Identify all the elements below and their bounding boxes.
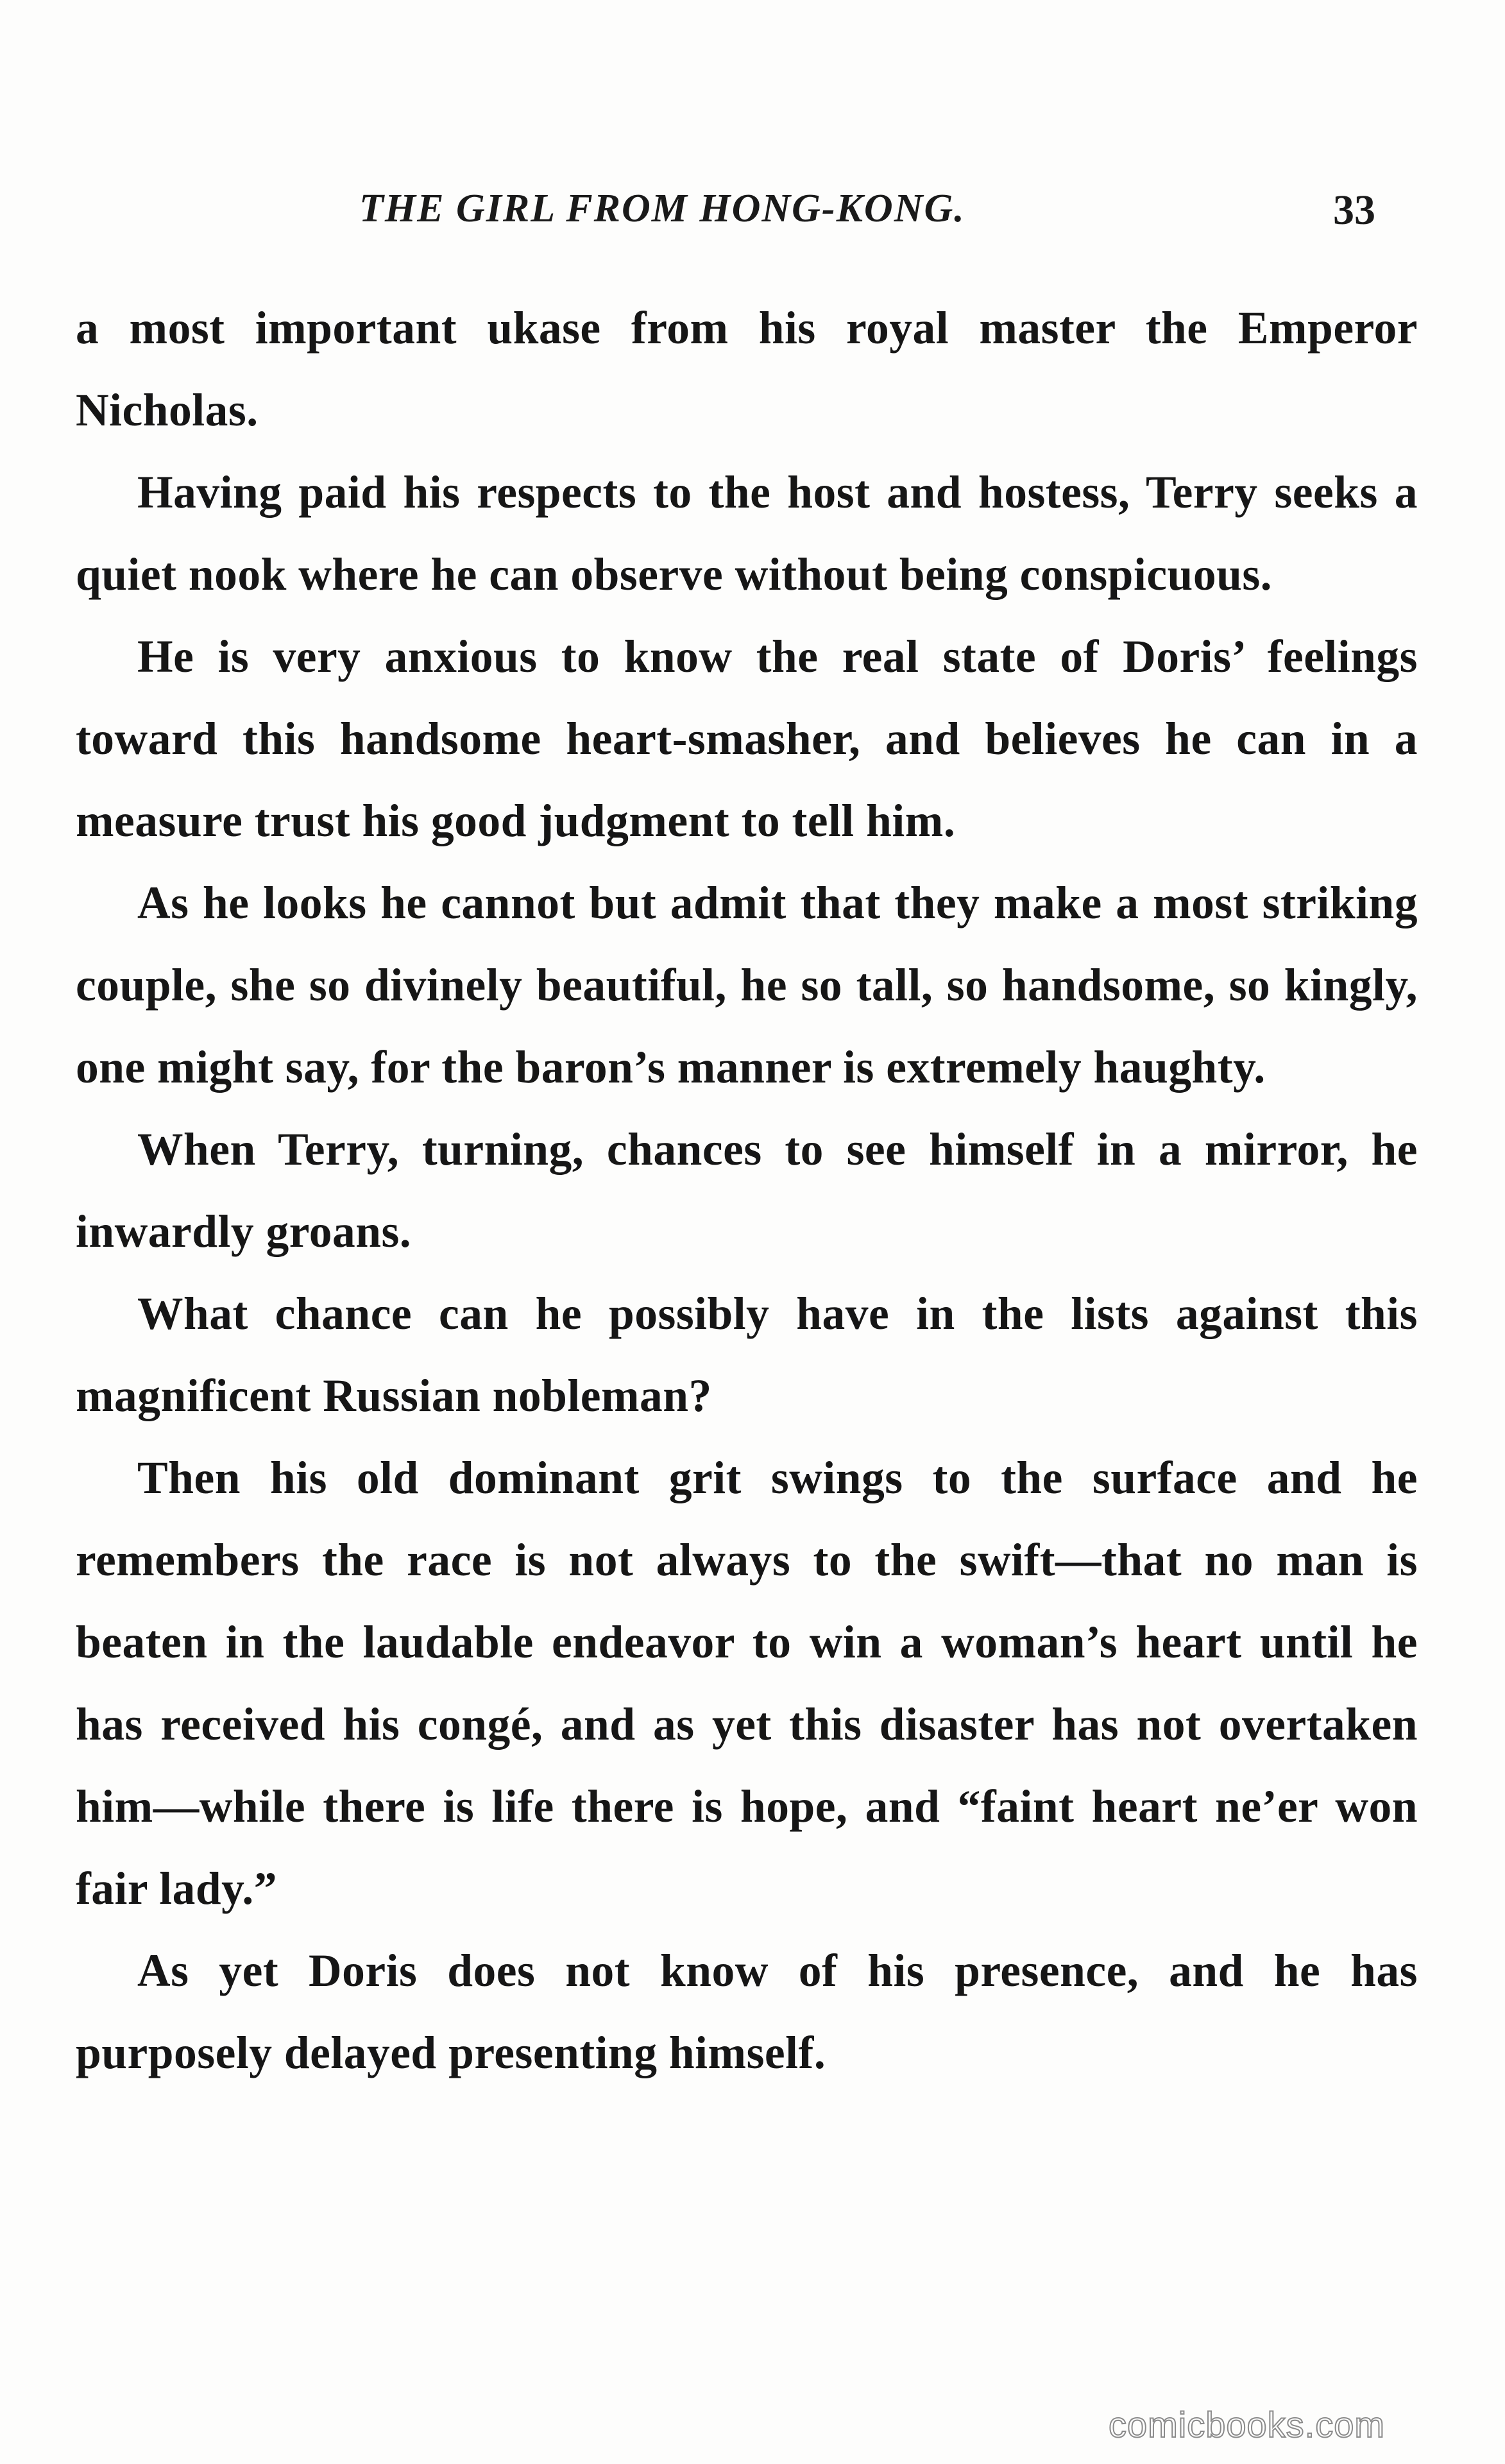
page-header xyxy=(0,186,1505,244)
running-title: THE GIRL FROM HONG-KONG. xyxy=(359,187,965,230)
paragraph: Then his old dominant grit swings to the surface and he remembers the race is not always to the swift—that no man is beaten in the laudable endeavor to win a woman’s heart until he has received his congé, and as yet this disaster has not overtaken him—while there is life there is hope, and “faint heart ne’er won fair lady.” xyxy=(76,1453,1418,1914)
paragraph: When Terry, turning, chances to see himself in a mirror, he inwardly groans. xyxy=(76,1124,1418,1257)
paragraph: a most important ukase from his royal master the Emperor Nicholas. xyxy=(76,303,1418,436)
watermark: comicbooks.com xyxy=(1109,2404,1386,2445)
paragraph: As he looks he cannot but admit that they make a most striking couple, she so divinely beautiful, he so tall, so handsome, so kingly, one might say, for the baron’s manner is extremely haughty. xyxy=(76,878,1418,1093)
page-number: 33 xyxy=(1333,187,1375,234)
paragraph: He is very anxious to know the real state of Doris’ feelings toward this handsome heart-smasher, and believes he can in a measure trust his good judgment to tell him. xyxy=(76,631,1418,846)
body-text xyxy=(76,287,1418,2094)
paragraph: As yet Doris does not know of his presence, and he has purposely delayed presenting himself. xyxy=(76,1946,1418,2078)
paragraph: What chance can he possibly have in the lists against this magnificent Russian nobleman? xyxy=(76,1288,1418,1421)
paragraph: Having paid his respects to the host and hostess, Terry seeks a quiet nook where he can observe without being conspicuous. xyxy=(76,467,1418,600)
